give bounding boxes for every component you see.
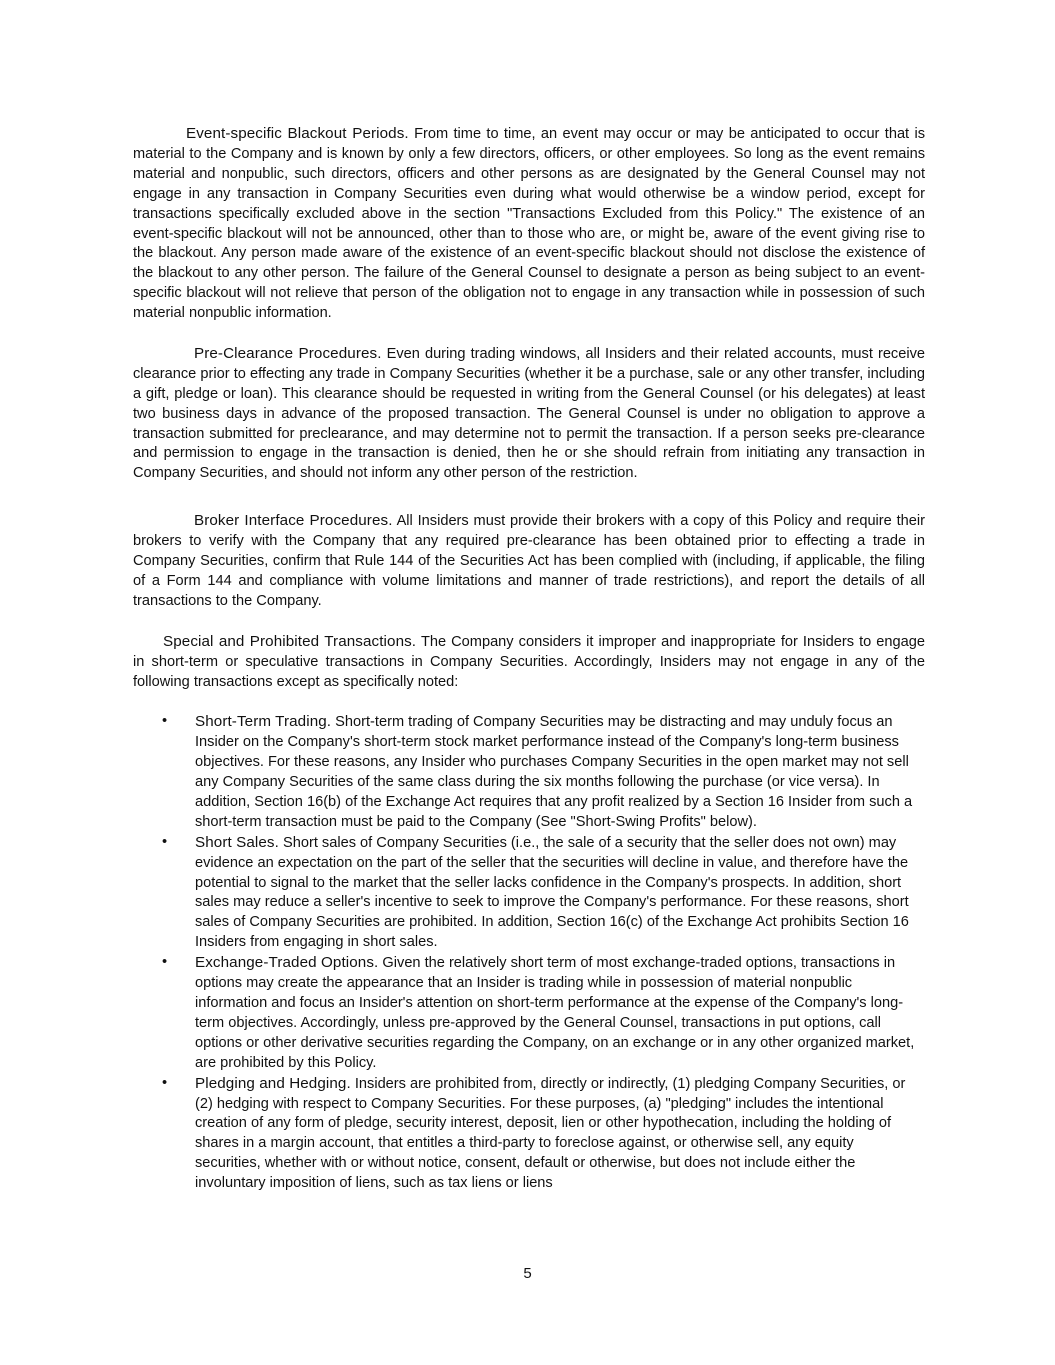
page-number: 5 [523, 1265, 532, 1282]
list-item-content [195, 953, 919, 1073]
paragraph-text: The Company considers it improper and inappropriate for Insiders to engage in short-term or speculative transactions in Company Securities. Accordingly, Insiders may not engage in any of the following transactions except as specifically noted: [133, 633, 925, 690]
list-item-content [195, 833, 919, 953]
prohibited-transactions-list [133, 712, 925, 1194]
list-item-text: Given the relatively short term of most exchange-traded options, transactions in options may create the appearance that an Insider is trading while in possession of material nonpublic information and focus an Insider's attention on short-term performance at the expense of the Company's long-term objectives. Accordingly, unless pre-approved by the General Counsel, transactions in put options, call options or other derivative securities regarding the Company, on an exchange or in any other organized market, are prohibited by this Policy. [195, 955, 915, 1071]
list-item-heading: Pledging and Hedging. [195, 1074, 351, 1092]
paragraph-text: From time to time, an event may occur or may be anticipated to occur that is material to the Company and is known by only a few directors, officers, or other employees. So long as the event remains material and nonpublic, such directors, officers and other persons as are designated by the General Counsel may not engage in any transaction in Company Securities even during what would otherwise be a window period, except for transactions specifically excluded above in the section "Transactions Excluded from this Policy." The existence of an event-specific blackout will not be announced, other than to those who are, or might be, aware of the event giving rise to the blackout. Any person made aware of the existence of an event-specific blackout should not disclose the existence of the blackout to any other person. The failure of the General Counsel to designate a person as being subject to an event-specific blackout will not relieve that person of the obligation not to engage in any transaction while in possession of such material nonpublic information. [133, 126, 925, 322]
paragraph-heading: Broker Interface Procedures. [194, 512, 393, 530]
list-item-heading: Exchange-Traded Options. [195, 954, 379, 972]
bullet-icon: • [162, 713, 168, 730]
list-item-exchange-traded-options [133, 953, 919, 1073]
list-item-text: Insiders are prohibited from, directly or indirectly, (1) pledging Company Securities, or (2) hedging with respect to Company Securities. For these purposes, (a) "pledging" includes the intentional creation of any form of pledge, security interest, deposit, lien or other hypothecation, including the holding of shares in a margin account, that entitles a third-party to foreclose against, or otherwise sell, any equity securities, whether with or without notice, consent, default or otherwise, but does not include either the involuntary imposition of liens, such as tax liens or liens [195, 1075, 906, 1192]
list-item-heading: Short-Term Trading. [195, 713, 332, 731]
list-item-text: Short sales of Company Securities (i.e., the sale of a security that the seller does not own) may evidence an expectation on the part of the seller that the securities will decline in value, and therefore have the potential to signal to the market that the seller lacks confidence in the Company's prospects. In addition, short sales may reduce a seller's incentive to seek to improve the Company's performance. For these reasons, short sales of Company Securities are prohibited. In addition, Section 16(c) of the Exchange Act prohibits Section 16 Insiders from engaging in short sales. [195, 834, 909, 951]
list-item-content [195, 1074, 919, 1194]
bullet-icon: • [162, 833, 168, 850]
list-item-pledging-and-hedging [133, 1074, 919, 1194]
bullet-icon: • [162, 954, 168, 971]
paragraph-event-specific-blackout [133, 124, 925, 324]
paragraph-text: All Insiders must provide their brokers with a copy of this Policy and require their brokers to verify with the Company that any required pre-clearance has been obtained prior to effecting a trade in Company Securities, confirm that Rule 144 of the Securities Act has been complied with (including, if applicable, the filing of a Form 144 and compliance with volume limitations and manner of trade restrictions), and report the details of all transactions to the Company. [133, 513, 926, 609]
paragraph-text: Even during trading windows, all Insiders and their related accounts, must receive clearance prior to effecting any trade in Company Securities (whether it be a purchase, sale or any other transfer, including a gift, pledge or loan). This clearance should be requested in writing from the General Counsel (or his delegates) at least two business days in advance of the proposed transaction. The General Counsel is under no obligation to approve a transaction submitted for preclearance, and may determine not to permit the transaction. If a person seeks pre-clearance and permission to engage in the transaction is denied, then he or she should refrain from initiating any transaction in Company Securities, and should not inform any other person of the restriction. [133, 345, 926, 482]
paragraph-pre-clearance [133, 344, 925, 484]
paragraph-broker-interface [133, 511, 925, 612]
paragraph-heading: Event-specific Blackout Periods. [186, 125, 409, 142]
paragraph-special-prohibited [133, 632, 925, 693]
list-item-short-sales [133, 833, 919, 953]
paragraph-heading: Special and Prohibited Transactions. [163, 632, 417, 650]
document-body [133, 124, 925, 1194]
paragraph-heading: Pre-Clearance Procedures. [194, 344, 382, 362]
list-item-text: Short-term trading of Company Securities may be distracting and may unduly focus an Insider on the Company's short-term stock market performance instead of the Company's long-term business objectives. For these reasons, any Insider who purchases Company Securities in the open market may not sell any Company Securities of the same class during the six months following the purchase (or vice versa). In addition, Section 16(b) of the Exchange Act requires that any profit realized by a Section 16 Insider from such a short-term transaction must be paid to the Company (See "Short-Swing Profits" below). [195, 714, 913, 830]
list-item-content [195, 712, 919, 832]
list-item-short-term-trading [133, 712, 919, 832]
bullet-icon: • [162, 1074, 168, 1091]
list-item-heading: Short Sales. [195, 833, 279, 851]
